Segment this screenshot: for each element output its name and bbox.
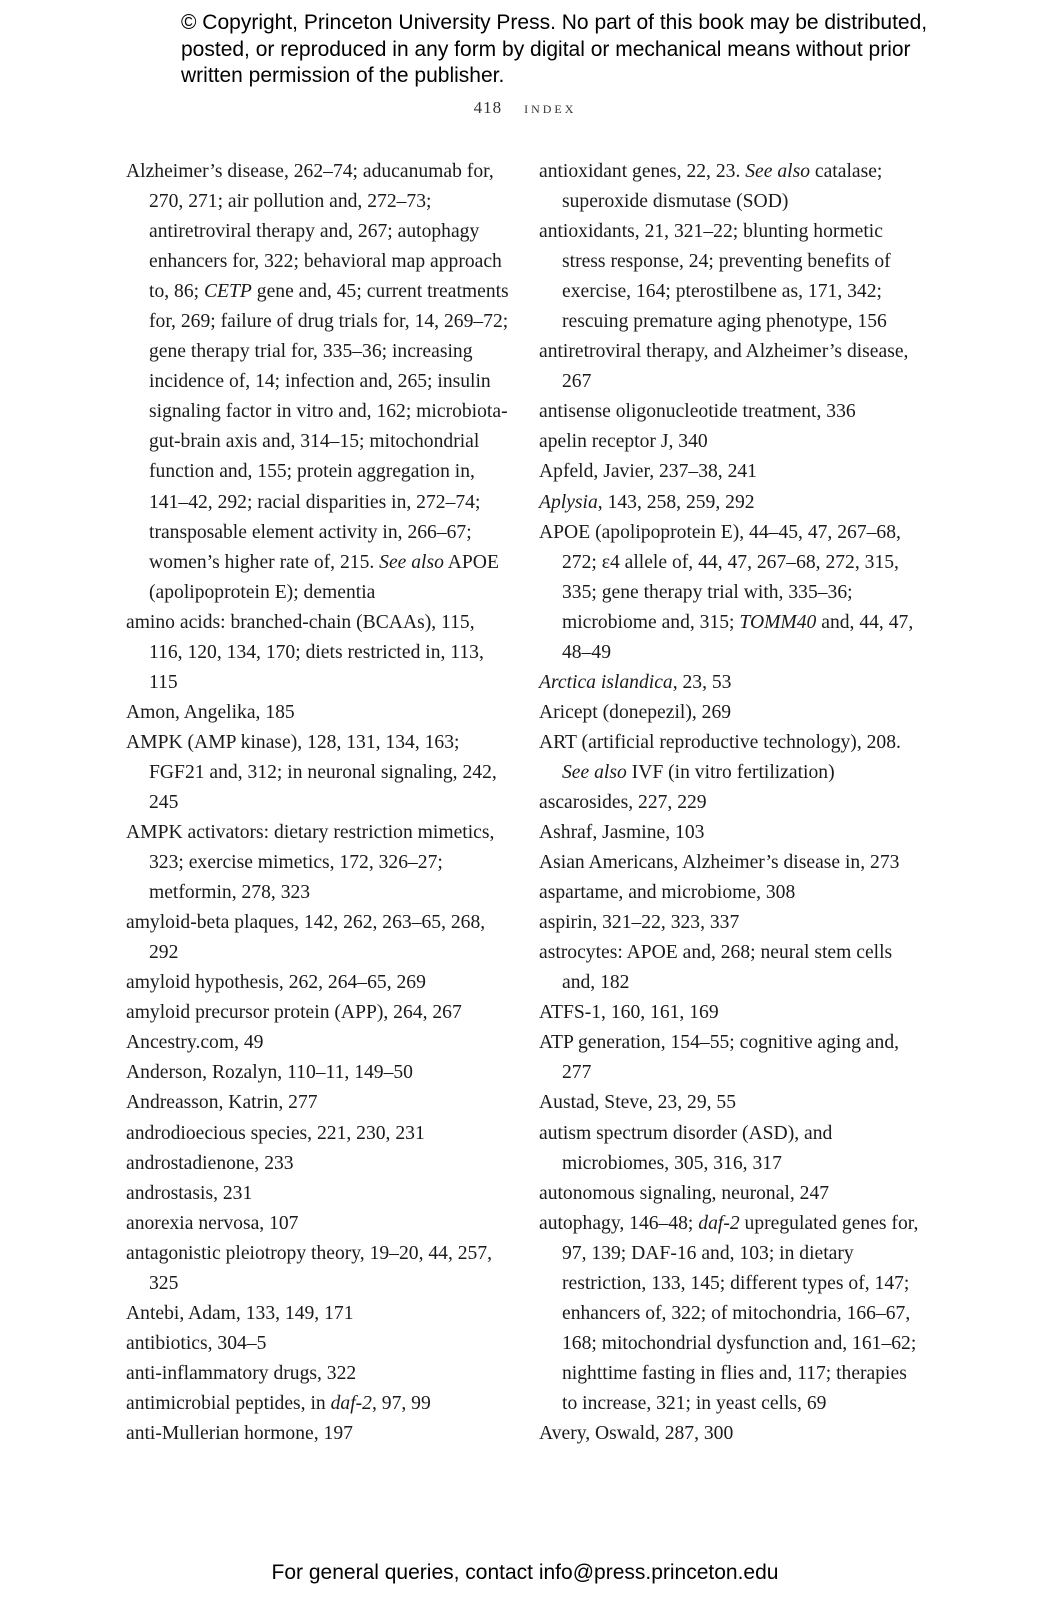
index-entry-text: Antebi, Adam, 133, 149, 171 <box>126 1302 354 1324</box>
index-entry-text: Austad, Steve, 23, 29, 55 <box>539 1092 737 1114</box>
index-entry-text: , 23, 53 <box>672 671 732 693</box>
index-entry-text: APOE (apolipoprotein E); dementia <box>149 551 499 603</box>
page-number: 418 <box>473 98 503 117</box>
index-entry-text: autism spectrum disorder (ASD), and microbiomes, 305, 316, 317 <box>539 1122 833 1174</box>
index-entry-text: androstadienone, 233 <box>126 1152 294 1174</box>
index-entry <box>539 1028 919 1088</box>
index-entry-text: Ancestry.com, 49 <box>126 1032 264 1054</box>
index-entry <box>539 908 919 938</box>
index-entry-text: amino acids: branched-chain (BCAAs), 115, 116, 120, 134, 170; diets restricted in, 113, 115 <box>126 611 484 693</box>
index-entry <box>126 1419 511 1449</box>
index-entry-text: anti-Mullerian hormone, 197 <box>126 1422 353 1444</box>
index-entry-text: Andreasson, Katrin, 277 <box>126 1092 318 1114</box>
index-entry-text: autophagy, 146–48; <box>539 1212 699 1234</box>
index-entry <box>539 427 919 457</box>
index-entry <box>126 1058 511 1088</box>
index-entry-text: and, 44, 47, 48–49 <box>562 611 914 663</box>
index-entry-text: See also <box>562 761 627 783</box>
index-entry-text: gene and, 45; current treatments for, 269; failure of drug trials for, 14, 269–72; gene therapy trial for, 335–36; increasing incidence of, 14; infection and, 265; insulin signaling factor in vitro and, 162; microbiota-gut-brain axis and, 314–15; mitochondrial function and, 155; protein aggregation in, 141–42, 292; racial disparities in, 272–74; transposable element activity in, 266–67; women’s higher rate of, 215. <box>149 281 509 573</box>
index-entry-text: autonomous signaling, neuronal, 247 <box>539 1182 830 1204</box>
index-entry <box>126 1209 511 1239</box>
index-entry-text: Aricept (donepezil), 269 <box>539 701 732 723</box>
index-entry <box>539 397 919 427</box>
index-entry <box>539 668 919 698</box>
index-entry-text: daf-2 <box>330 1392 372 1414</box>
running-head <box>0 98 1050 118</box>
index-entry-text: Avery, Oswald, 287, 300 <box>539 1422 734 1444</box>
index-entry <box>539 788 919 818</box>
index-entry <box>539 698 919 728</box>
copyright-notice: © Copyright, Princeton University Press. No part of this book may be distributed, posted, or reproduced in any form by digital or mechanical means without prior written permission of the publisher. <box>181 11 928 87</box>
index-entry-text: androstasis, 231 <box>126 1182 253 1204</box>
index-column-right <box>539 157 919 1449</box>
index-entry <box>126 1329 511 1359</box>
footer-contact: For general queries, contact info@press.princeton.edu <box>271 1561 779 1584</box>
index-entry <box>539 1209 919 1419</box>
section-title: index <box>524 98 577 117</box>
index-entry <box>126 908 511 968</box>
index-entry-text: TOMM40 <box>739 611 817 633</box>
index-entry <box>539 878 919 908</box>
index-entry-text: ascarosides, 227, 229 <box>539 791 707 813</box>
index-entry-text: Ashraf, Jasmine, 103 <box>539 822 705 844</box>
index-entry <box>126 1149 511 1179</box>
index-entry-text: antioxidant genes, 22, 23. <box>539 161 746 182</box>
index-entry <box>126 1359 511 1389</box>
index-entry <box>539 457 919 487</box>
index-entry-text: antagonistic pleiotropy theory, 19–20, 44, 257, 325 <box>126 1242 493 1294</box>
index-entry-text: Aplysia <box>539 491 598 513</box>
index-entry-text: , 97, 99 <box>371 1392 431 1414</box>
index-entry-text: catalase; superoxide dismutase (SOD) <box>562 161 883 213</box>
index-entry <box>126 818 511 908</box>
index-entry <box>126 998 511 1028</box>
index-entry <box>126 698 511 728</box>
index-entry-text: ATFS-1, 160, 161, 169 <box>539 1002 719 1024</box>
index-entry <box>126 1389 511 1419</box>
index-entry-text: amyloid precursor protein (APP), 264, 267 <box>126 1002 462 1024</box>
index-entry <box>539 518 919 668</box>
index-entry-text: AMPK activators: dietary restriction mimetics, 323; exercise mimetics, 172, 326–27; metformin, 278, 323 <box>126 822 495 904</box>
index-entry-text: antibiotics, 304–5 <box>126 1332 267 1354</box>
index-entry <box>126 968 511 998</box>
index-entry-text: Amon, Angelika, 185 <box>126 701 295 723</box>
index-entry-text: astrocytes: APOE and, 268; neural stem cells and, 182 <box>539 942 893 994</box>
index-entry <box>539 938 919 998</box>
index-entry-text: Alzheimer’s disease, 262–74; aducanumab for, 270, 271; air pollution and, 272–73; antiretroviral therapy and, 267; autophagy enhancers for, 322; behavioral map approach to, 86; <box>126 161 502 303</box>
index-entry <box>539 1179 919 1209</box>
index-entry <box>539 337 919 397</box>
index-entry-text: AMPK (AMP kinase), 128, 131, 134, 163; FGF21 and, 312; in neuronal signaling, 242, 245 <box>126 731 497 813</box>
index-entry-text: aspartame, and microbiome, 308 <box>539 882 796 904</box>
index-entry <box>539 1088 919 1118</box>
index-entry <box>126 728 511 818</box>
index-entry-text: ATP generation, 154–55; cognitive aging and, 277 <box>539 1032 900 1084</box>
index-column-left <box>126 157 511 1449</box>
index-entry-text: androdioecious species, 221, 230, 231 <box>126 1122 425 1144</box>
index-entry <box>539 488 919 518</box>
index-entry-text: See also <box>745 161 811 182</box>
index-entry <box>539 728 919 788</box>
index-entry <box>539 1119 919 1179</box>
index-entry-text: APOE (apolipoprotein E), 44–45, 47, 267–68, 272; ε4 allele of, 44, 47, 267–68, 272, 315, 335; gene therapy trial with, 335–36; microbiome and, 315; <box>539 521 901 633</box>
index-entry <box>126 157 511 608</box>
index-entry <box>539 157 919 217</box>
index-entry <box>126 1179 511 1209</box>
index-entry-text: amyloid-beta plaques, 142, 262, 263–65, 268, 292 <box>126 912 486 964</box>
index-entry <box>126 1299 511 1329</box>
index-entry-text: antimicrobial peptides, in <box>126 1392 331 1414</box>
index-entry-text: daf-2 <box>698 1212 740 1234</box>
index-entry-text: amyloid hypothesis, 262, 264–65, 269 <box>126 972 426 994</box>
index-entry-text: Apfeld, Javier, 237–38, 241 <box>539 461 757 483</box>
index-entry-text: CETP <box>203 281 252 303</box>
index-entry <box>126 1119 511 1149</box>
index-entry-text: upregulated genes for, 97, 139; DAF-16 and, 103; in dietary restriction, 133, 145; different types of, 147; enhancers of, 322; of mitochondria, 166–67, 168; mitochondrial dysfunction and, 161–62; nighttime fasting in flies and, 117; therapies to increase, 321; in yeast cells, 69 <box>562 1212 919 1414</box>
index-entry-text: antisense oligonucleotide treatment, 336 <box>539 401 856 423</box>
index-entry <box>126 608 511 698</box>
index-entry <box>126 1239 511 1299</box>
index-entry <box>126 1088 511 1118</box>
index-entry-text: See also <box>379 551 444 573</box>
index-entry-text: Arctica islandica <box>539 671 673 693</box>
index-entry-text: aspirin, 321–22, 323, 337 <box>539 912 740 934</box>
index-entry <box>539 848 919 878</box>
index-entry-text: apelin receptor J, 340 <box>539 431 708 453</box>
index-entry-text: antiretroviral therapy, and Alzheimer’s disease, 267 <box>539 341 909 393</box>
index-entry <box>539 1419 919 1449</box>
index-entry-text: ART (artificial reproductive technology), 208. <box>539 731 901 753</box>
index-entry <box>539 818 919 848</box>
index-entry <box>539 998 919 1028</box>
index-entry-text: anorexia nervosa, 107 <box>126 1212 299 1234</box>
index-entry-text: Asian Americans, Alzheimer’s disease in, 273 <box>539 852 900 874</box>
index-entry-text: , 143, 258, 259, 292 <box>597 491 755 513</box>
index-entry-text: antioxidants, 21, 321–22; blunting hormetic stress response, 24; preventing benefits of exercise, 164; pterostilbene as, 171, 342; rescuing premature aging phenotype, 156 <box>539 221 891 333</box>
index-entry <box>126 1028 511 1058</box>
index-entry <box>539 217 919 337</box>
index-entry-text: IVF (in vitro fertilization) <box>626 761 835 783</box>
index-entry-text: Anderson, Rozalyn, 110–11, 149–50 <box>126 1062 413 1084</box>
index-entry-text: anti-inflammatory drugs, 322 <box>126 1362 357 1384</box>
